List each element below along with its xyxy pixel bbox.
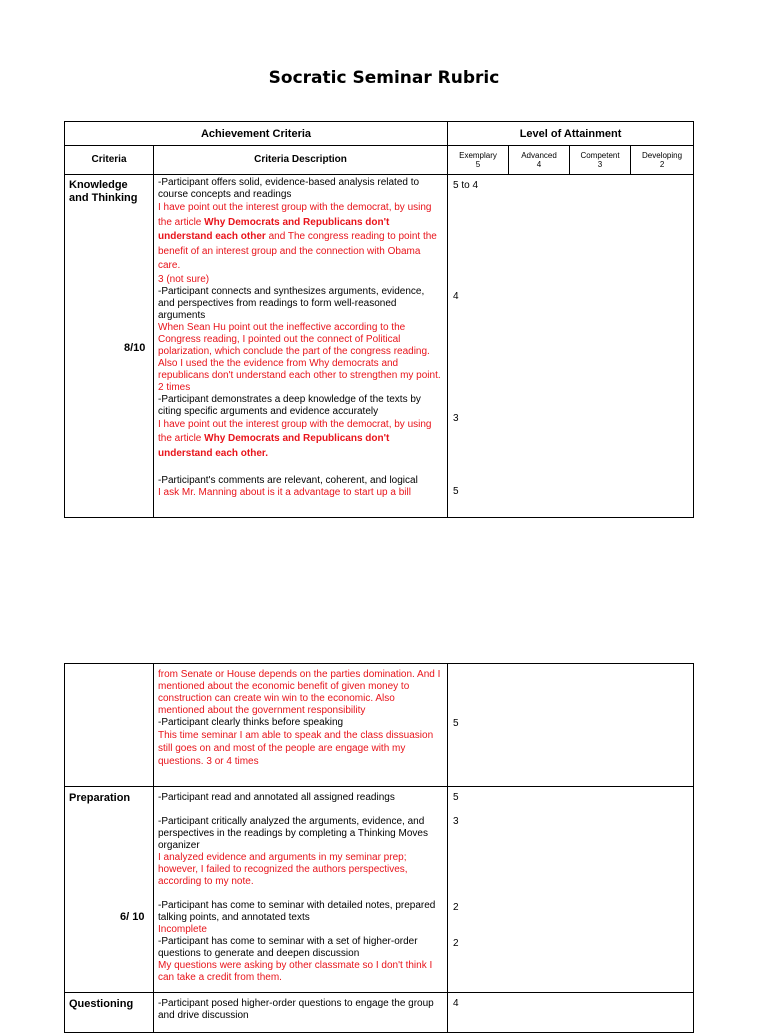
preparation-level-4: 2 [453,938,459,949]
knowledge-level-2: 4 [453,291,459,302]
knowledge-criterion-1: -Participant offers solid, evidence-based analysis related to course concepts and readings [158,177,420,200]
level-of-attainment-header: Level of Attainment [448,122,694,146]
level-competent: Competent 3 [570,146,631,175]
knowledge-response-3: I have point out the interest group with the democrat, by using the article Why Democrats and Republicans don't understand each other. [158,418,432,459]
criteria-description-header: Criteria Description [154,146,448,175]
rubric-table-2 [64,663,694,1033]
questioning-criterion-1: -Participant posed higher-order questions to engage the group and drive discussion [158,998,434,1021]
knowledge-criterion-2: -Participant connects and synthesizes arguments, evidence, and perspectives from readings to form well-reasoned arguments [158,285,425,321]
knowledge-level-1: 5 to 4 [453,180,479,191]
preparation-response-2: I analyzed evidence and arguments in my seminar prep; however, I failed to recognized the authors perspectives, according to my note. [158,852,408,887]
preparation-response-3: Incomplete [158,924,207,935]
knowledge-criterion-3: -Participant demonstrates a deep knowledge of the texts by citing specific arguments and evidence accurately [158,393,421,417]
level-developing: Developing 2 [631,146,694,175]
preparation-description-cell [154,787,448,993]
knowledge-note-2: 2 times [158,381,191,393]
level-advanced: Advanced 4 [509,146,570,175]
rubric-table-1 [64,121,694,518]
questioning-level-cell [448,993,694,1033]
continued-description-cell [154,664,448,787]
continued-level-1: 5 [453,718,459,729]
questioning-label: Questioning [69,998,134,1010]
preparation-score: 6/ 10 [120,911,145,923]
preparation-label: Preparation [69,792,131,804]
preparation-response-4: My questions were asking by other classmate so I don't think I can take a credit from them. [158,960,433,983]
knowledge-level-4: 5 [453,486,459,497]
continued-response-1: from Senate or House depends on the parties domination. And I mentioned about the economic benefit of given money to construction can create win win to the economic. Also mentioned about the government responsibility [158,669,441,716]
preparation-level-cell [448,787,694,993]
continued-level-cell [448,664,694,787]
level-exemplary: Exemplary 5 [448,146,509,175]
questioning-criteria-cell [65,993,154,1033]
knowledge-response-2: When Sean Hu point out the ineffective according to the Congress reading, I pointed out the connect of Political polarization, which conclude the part of the congress reading. Also I used the the evidence from Why democrats and republicans don't understand each other to strengthen my point. [158,321,441,381]
knowledge-criteria-cell [65,175,154,518]
page-title: Socratic Seminar Rubric [268,68,500,88]
achievement-criteria-header: Achievement Criteria [65,122,448,146]
questioning-level-1: 4 [453,998,459,1009]
knowledge-label: Knowledge and Thinking [69,179,138,204]
continued-criteria-cell [65,664,154,787]
preparation-criteria-cell [65,787,154,993]
knowledge-response-4: I ask Mr. Manning about is it a advantage to start up a bill [158,487,411,498]
preparation-criterion-4: -Participant has come to seminar with a set of higher-order questions to generate and deepen discussion [158,936,418,959]
knowledge-score: 8/10 [124,342,146,354]
continued-response-2: This time seminar I am able to speak and the class dissuasion still goes on and most of the people are engage with my questions. 3 or 4 times [158,730,434,767]
preparation-level-2: 3 [453,816,459,827]
knowledge-response-1: I have point out the interest group with the democrat, by using the article Why Democrats and Republicans don't understand each other and The congress reading to point the benefit of an interest group and the connection with Obama care. [158,202,437,271]
preparation-level-1: 5 [453,792,459,803]
preparation-criterion-1: -Participant read and annotated all assigned readings [158,792,395,803]
continued-criterion-1: -Participant clearly thinks before speaking [158,717,344,728]
preparation-level-3: 2 [453,902,459,913]
knowledge-criterion-4: -Participant's comments are relevant, coherent, and logical [158,475,418,486]
knowledge-level-3: 3 [453,413,459,424]
questioning-description-cell [154,993,448,1033]
knowledge-description-cell [154,175,448,518]
knowledge-note-1: 3 (not sure) [158,273,210,285]
preparation-criterion-2: -Participant critically analyzed the arguments, evidence, and perspectives in the readings by completing a Thinking Moves organizer [158,816,428,851]
preparation-criterion-3: -Participant has come to seminar with detailed notes, prepared talking points, and annotated texts [158,900,436,923]
criteria-header: Criteria [65,146,154,175]
knowledge-level-cell [448,175,694,518]
